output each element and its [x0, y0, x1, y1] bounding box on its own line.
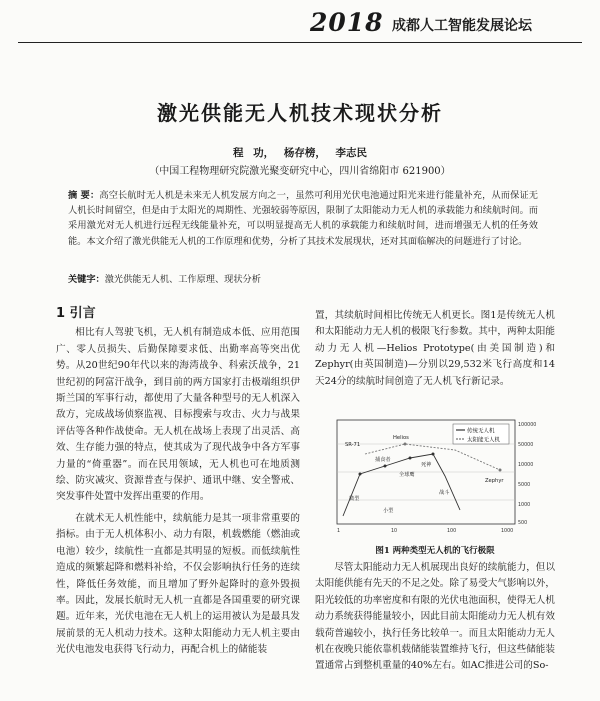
fig-bottom-tick-1: 1: [337, 529, 341, 534]
header-forum-name: 成都人工智能发展论坛: [392, 18, 532, 34]
fig-right-tick-2: 50000: [518, 443, 534, 448]
left-column: [56, 306, 300, 659]
figure-1-plot: [315, 414, 555, 542]
abstract: [68, 188, 538, 249]
right-paragraph: 尽管太阳能动力无人机展现出良好的续航能力，但以太阳能供能有先天的不足之处。除了易受大气影响以外，阳光较低的功率密度和有限的光伏电池面积，使得无人机动力系统获得能量较小，因此目前太阳能动力无人机有效载荷普遍较小，执行任务比较单一。而且太阳能动力无人机在夜晚只能依靠机载储能装置维持飞行，但这些储能装置通常占到整机重量的40%左右。如AC推进公司的So-: [315, 562, 555, 672]
paper-authors: 程 功， 杨存榜， 李志民: [233, 147, 367, 159]
fig-label-reaper: 死神: [421, 462, 432, 468]
fig-right-tick-1: 100000: [518, 423, 537, 428]
header-year: 2018: [310, 8, 384, 37]
abstract-text: 高空长航时无人机是未来无人机发展方向之一，虽然可利用光伏电池通过阳光来进行能量补充，从而保证无人机长时间留空，但是由于太阳光的周期性、光强较弱等原因，限制了太阳能动力无人机的承载能力和续航时间。而采用激光对无人机进行远程无线能量补充，可以明显提高无人机的承载能力和续航时间，进而增强无人机的任务效能。本文介绍了激光供能无人机的工作原理和优势，分析了其技术发展现状，还对其面临解决的问题进行了讨论。: [68, 190, 538, 247]
intro-paragraph-1: 相比有人驾驶飞机，无人机有制造成本低、应用范围广、零人员损失、后勤保障要求低、出勤率高等突出优势。从20世纪90年代以来的海湾战争、科索沃战争，21世纪初的阿富汗战争，到目前的两方国家打击极端组织伊斯兰国的军事行动，都使用了大量各种型号的无人机深入敌方，完成战场侦察监视、目标搜索与攻击、火力与战果评估等各种作战使命。无人机在战场上表现了出灵活、高效、生存能力强的特点，使其成为了现代战争中各方军事力量的“倚重器”。而在民用领域，无人机也可在地质测绘、防灾减灾、资源普查与保护、通讯中继、安全警戒、突发事件处置中发挥出重要的作用。: [56, 327, 300, 503]
fig-label-helios: Helios: [393, 435, 409, 441]
section-heading: 1 引言: [56, 306, 96, 321]
figure-legend-solar: 太阳能无人机: [467, 437, 501, 444]
right-column-top: 置，其续航时间相比传统无人机更长。图1是传统无人机和太阳能动力无人机的极限飞行参数。其中，两种太阳能动力无人机—Helios Prototype(由美国制造)和Zephyr(由英国制造)—分别以29,532米飞行高度和14天24分的续航时间创造了无人机飞行新记录。: [315, 310, 555, 387]
paper-title: 激光供能无人机技术现状分析: [157, 101, 443, 125]
fig-label-globalhawk: 全球鹰: [399, 472, 415, 478]
keywords: [68, 271, 538, 285]
figure-1: [315, 414, 555, 542]
keywords-text: 激光供能无人机、工作原理、现状分析: [104, 274, 261, 285]
abstract-label: 摘 要：: [68, 190, 100, 201]
fig-right-tick-4: 5000: [518, 483, 531, 488]
fig-bottom-tick-2: 10: [391, 529, 398, 534]
fig-bottom-tick-4: 1000: [501, 529, 514, 534]
fig-right-tick-6: 500: [518, 521, 528, 526]
fig-label-predator: 捕食者: [375, 457, 391, 463]
figure-1-caption: 图1 两种类型无人机的飞行极限: [375, 546, 495, 556]
fig-label-small: 小型: [383, 508, 394, 514]
header-rule: [18, 42, 582, 43]
fig-bottom-tick-3: 100: [447, 529, 457, 534]
page-header: [0, 6, 600, 40]
fig-right-tick-5: 1000: [518, 503, 531, 508]
figure-legend-conventional: 传统无人机: [467, 428, 495, 435]
fig-label-sr71: SR-71: [345, 442, 361, 448]
keywords-label: 关键字：: [68, 274, 105, 285]
right-column-bottom: [315, 560, 555, 675]
fig-right-tick-3: 10000: [518, 463, 534, 468]
fig-label-zephyr: Zephyr: [485, 478, 504, 484]
fig-label-combat: 战斗: [439, 490, 450, 496]
intro-paragraph-2: 在就术无人机性能中，续航能力是其一项非常重要的指标。由于无人机体积小、动力有限，机载燃能（燃油或电池）较少，续航性一直都是其明显的短板。而低续航性造成的频繁起降和燃料补给，不仅会影响执行任务的连续性，降低任务效能，而且增加了野外起降时的意外毁损率。因此，发展长航时无人机一直都是各国重要的研究课题。近年来，光伏电池在无人机上的运用被认为是最具发展前景的无人机动力技术。这种太阳能动力无人机主要由光伏电池发电获得飞行动力，再配合机上的储能装: [56, 512, 300, 656]
paper-affiliation: （中国工程物理研究院激光聚变研究中心，四川省绵阳市 621900）: [149, 166, 451, 177]
fig-label-micro: 微型: [349, 496, 360, 502]
